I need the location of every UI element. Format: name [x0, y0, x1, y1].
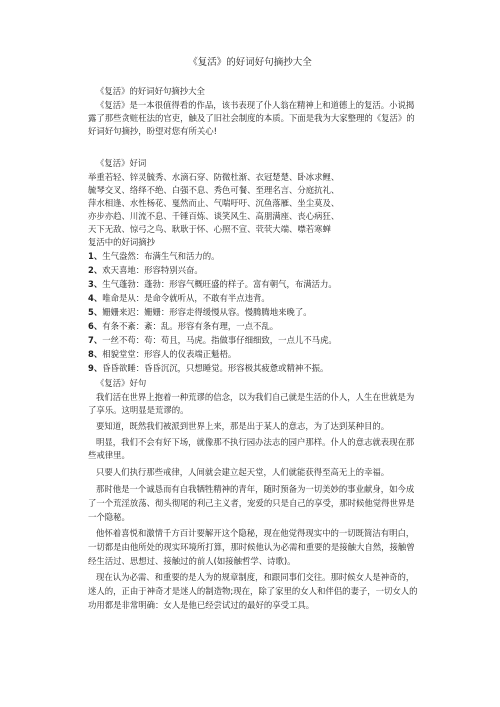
sentence-line: 明显，我们不会有好下场，就像那不执行园办法志的园户那样。仆人的意志就表现在那 [96, 437, 415, 447]
sentences-heading: 《复活》好句 [96, 378, 147, 388]
sentence-line: 要知道，既然我们被派到世界上来，那是出于某人的意志，为了达到某种目的。 [96, 421, 390, 431]
explained-item [88, 349, 418, 360]
explained-item [88, 363, 418, 374]
sentence-line: 一切都是由他所处的现实环境所打算，那时候他认为必需和重要的是接触大自然，接触曾 [88, 542, 415, 552]
item-text: 有条不紊：紊：乱。形容有条有理，一点不乱。 [102, 321, 279, 331]
item-number: 4、 [88, 293, 103, 303]
word-row: 亦步亦趋、川流不息、千锤百炼、谈笑风生、高朋满座、丧心病狂、 [88, 211, 340, 221]
explained-item [88, 307, 418, 318]
sentence-line: 一个隐秘。 [88, 512, 130, 522]
item-number: 6、 [88, 321, 103, 331]
sentence-line: 经生活过、思想过、接触过的前人(如接触哲学、诗歌)。 [88, 556, 296, 566]
item-text: 生气蓬勃：蓬勃：形容气概旺盛的样子。富有朝气，布满活力。 [102, 279, 337, 289]
item-text: 相貌堂堂：形容人的仪表端正魁梧。 [102, 349, 237, 359]
sentence-line: 我们活在世界上抱着一种荒谬的信念，以为我们自己就是生活的仆人，人生在世就是为 [96, 392, 415, 402]
sentence-line: 那时他是一个诚恳而有自我牺牲精神的青年，随时预备为一切美妙的事业献身，如今成 [96, 484, 415, 494]
sentence-line: 现在认为必需、和重要的是人为的规章制度，和跟同事们交往。那时候女人是神奇的， [96, 572, 415, 582]
intro-heading: 《复活》的好词好句摘抄大全 [96, 86, 205, 96]
item-text: 姗姗来迟：姗姗：形容走得缓慢从容。慢腾腾地来晚了。 [102, 307, 312, 317]
explained-item [88, 251, 418, 262]
sentence-line: 他怀着喜悦和激情千方百计要解开这个隐秘，现在他觉得现实中的一切既简洁有明白， [96, 528, 415, 538]
item-text: 昏昏欲睡：昏昏沉沉，只想睡觉。形容极其疲惫或精神不振。 [102, 363, 329, 373]
item-text: 欢天喜地：形容特别兴奋。 [102, 265, 203, 275]
sentence-line: 功用都是非常明确：女人是他已经尝试过的最好的享受工具。 [88, 600, 315, 610]
explained-heading: 复活中的好词摘抄 [88, 237, 155, 247]
word-row: 举重若轻、锌灵毓秀、水滴石穿、防微杜渐、衣冠楚楚、卧冰求鲤、 [88, 172, 340, 182]
word-row: 萍水相逢、水性杨花、戛然而止、气喘吁吁、沉鱼落雁、坐尘莫及、 [88, 198, 340, 208]
words-heading: 《复活》好词 [96, 158, 147, 168]
sentence-line: 迷人的，正由于神奇才是迷人的制造物;现在，除了家里的女人和伴侣的妻子，一切女人的 [88, 586, 418, 596]
explained-item [88, 321, 418, 332]
item-number: 9、 [88, 363, 103, 373]
sentence-line: 了享乐。这明显是荒谬的。 [88, 405, 189, 415]
item-text: 生气盎然：布满生气和活力的。 [102, 251, 220, 261]
word-row: 天下无敌、惊弓之鸟、耿耿于怀、心照不宣、茕茕大端、噤若寒蝉 [88, 224, 331, 234]
intro-line: 露了那些贪赃枉法的官吏，触及了旧社会制度的本质。下面是我为大家整理的《复活》的 [88, 113, 415, 123]
item-number: 2、 [88, 265, 103, 275]
sentence-line: 只要人们执行那些戒律，人间就会建立起天堂，人们就能获得至高无上的幸福。 [96, 467, 390, 477]
item-number: 8、 [88, 349, 103, 359]
sentence-line: 了一个荒淫放荡、彻头彻尾的利己主义者，宠爱的只是自己的享受，那时候他觉得世界是 [88, 498, 415, 508]
word-row: 毓琴交叉、络绎不绝、白强不息、秀色可餐、至理名言、分庭抗礼、 [88, 185, 340, 195]
explained-item [88, 293, 418, 304]
item-text: 唯命是从：是命令就听从，不敢有半点违背。 [102, 293, 270, 303]
document-title: 《复活》的好词好句摘抄大全 [188, 57, 312, 68]
explained-item [88, 335, 418, 346]
item-text: 一丝不苟：苟：苟且，马虎。指做事仔细细致，一点儿不马虎。 [102, 335, 337, 345]
sentence-line: 些戒律里。 [88, 450, 130, 460]
intro-line: 好词好句摘抄，盼望对您有所关心! [88, 126, 217, 136]
item-number: 5、 [88, 307, 103, 317]
item-number: 7、 [88, 335, 103, 345]
item-number: 1、 [88, 251, 103, 261]
item-number: 3、 [88, 279, 103, 289]
intro-line: 《复活》是一本很值得看的作品，该书表现了仆人翁在精神上和道德上的复活。小说揭 [96, 100, 415, 110]
explained-item [88, 265, 418, 276]
explained-item [88, 279, 418, 290]
